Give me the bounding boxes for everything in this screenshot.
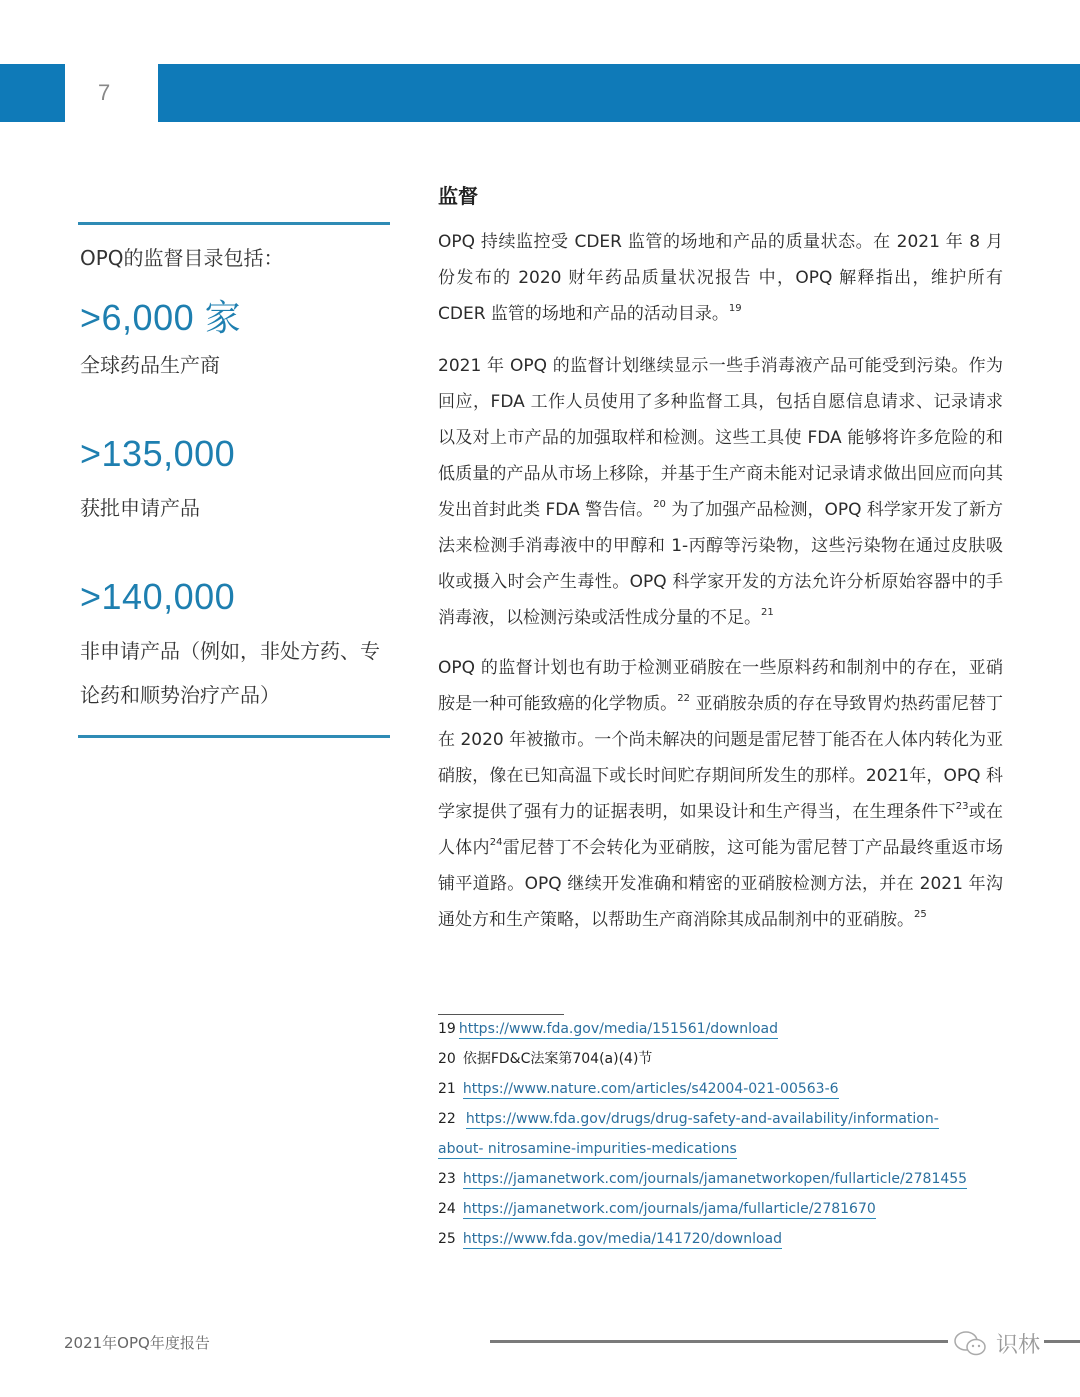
paragraph-2: 2021 年 OPQ 的监督计划继续显示一些手消毒液产品可能受到污染。作为回应，FDA 工作人员使用了多种监督工具，包括自愿信息请求、记录请求以及对上市产品的加强取样和检测。这些工具使 FDA 能够将许多危险的和低质量的产品从市场上移除，并基于生产商未能对记录请求做出回应而向其发出首封此类 FDA 警告信。$^{20}$ 为了加强产品检测，OPQ 科学家开发了新方法来检测手消毒液中的甲醇和 1-丙醇等污染物，这些污染物在通过皮肤吸收或摄入时会产生毒性。OPQ 科学家开发的方法允许分析原始容器中的手消毒液，以检测污染或活性成分量的不足。$^{21}$ — [438, 356, 1003, 628]
footnote-ref: 24 — [489, 837, 503, 848]
footnote-ref: 25 — [914, 909, 927, 920]
page-number: 7 — [98, 80, 111, 105]
footnote-20: 20 依据FD&C法案第704(a)(4)节 — [438, 1051, 653, 1067]
footnote-text: 依据FD&C法案第704(a)(4)节 — [462, 1051, 653, 1067]
footnote-ref: 20 — [653, 499, 666, 510]
footnote-link[interactable]: https://jamanetwork.com/journals/jamanetworkopen/fullarticle/2781455 — [462, 1171, 968, 1187]
footnote-link-continued[interactable]: about- nitrosamine-impurities-medications — [438, 1141, 737, 1157]
sidebar-bottom-rule — [78, 735, 390, 738]
stat-label-non-application-products: 非申请产品（例如，非处方药、专论药和顺势治疗产品） — [80, 639, 380, 707]
stat-value-manufacturers: >6,000 家 — [80, 297, 242, 338]
footnote-ref: 19 — [728, 303, 742, 314]
paragraph-3: OPQ 的监督计划也有助于检测亚硝胺在一些原料药和制剂中的存在，亚硝胺是一种可能致癌的化学物质。$^{22}$ 亚硝胺杂质的存在导致胃灼热药雷尼替丁在 2020 年被撤市。一个尚未解决的问题是雷尼替丁能否在人体内转化为亚硝胺，像在已知高温下或长时间贮存期间所发生的那样。2021年，OPQ 科学家提供了强有力的证据表明，如果设计和生产得当，在生理条件下$^{23}$或在人体内$^{24}$雷尼替丁不会转化为亚硝胺，这可能为雷尼替丁产品最终重返市场铺平道路。OPQ 继续开发准确和精密的亚硝胺检测方法，并在 2021 年沟通处方和生产策略，以帮助生产商消除其成品制剂中的亚硝胺。$^{25}$ — [438, 658, 1004, 930]
footnote-23: 23 https://jamanetwork.com/journals/jamanetworkopen/fullarticle/2781455 — [438, 1171, 968, 1187]
footnote-24: 24 https://jamanetwork.com/journals/jama/fullarticle/2781670 — [438, 1201, 876, 1217]
footnote-22: 22 https://www.fda.gov/drugs/drug-safety-and-availability/information- — [438, 1111, 939, 1127]
footer-report-title: 2021年OPQ年度报告 — [64, 1334, 210, 1352]
sidebar-intro: OPQ的监督目录包括： — [80, 246, 284, 270]
paragraph-1: OPQ 持续监控受 CDER 监管的场地和产品的质量状态。在 2021 年 8 月份发布的 2020 财年药品质量状况报告 中，OPQ 解释指出，维护所有 CDER 监管的场地和产品的活动目录。$^{19}$ — [438, 232, 1003, 324]
footnote-25: 25 https://www.fda.gov/media/141720/download — [438, 1231, 783, 1247]
footnote-22-continued — [438, 1134, 998, 1164]
footnote-ref: 21 — [761, 607, 774, 618]
footnote-ref: 23 — [955, 801, 969, 812]
wechat-icon — [952, 1329, 990, 1359]
footnote-link[interactable]: https://www.fda.gov/drugs/drug-safety-and-availability/information- — [465, 1111, 939, 1127]
footnote-link[interactable]: https://www.nature.com/articles/s42004-021-00563-6 — [462, 1081, 839, 1097]
footnote-link[interactable]: https://www.fda.gov/media/141720/download — [462, 1231, 783, 1247]
stat-value-approved-products: >135,000 — [80, 433, 236, 474]
footnote-link[interactable]: https://www.fda.gov/media/151561/download — [458, 1021, 779, 1037]
footnote-ref: 22 — [677, 693, 690, 704]
footnotes — [438, 1014, 998, 1254]
footnote-link[interactable]: https://jamanetwork.com/journals/jama/fullarticle/2781670 — [462, 1201, 876, 1217]
stat-value-non-application-products: >140,000 — [80, 576, 236, 617]
watermark-text: 识林 — [996, 1333, 1041, 1358]
header-band-left — [0, 64, 65, 122]
section-title: 监督 — [438, 184, 478, 208]
watermark — [948, 1328, 1044, 1359]
stat-label-manufacturers: 全球药品生产商 — [80, 353, 220, 377]
header-band-right — [158, 64, 1080, 122]
footnote-19: 19 https://www.fda.gov/media/151561/download — [438, 1021, 779, 1037]
footnote-21: 21 https://www.nature.com/articles/s42004-021-00563-6 — [438, 1081, 839, 1097]
sidebar-top-rule — [78, 222, 390, 225]
stat-label-approved-products: 获批申请产品 — [80, 496, 200, 520]
